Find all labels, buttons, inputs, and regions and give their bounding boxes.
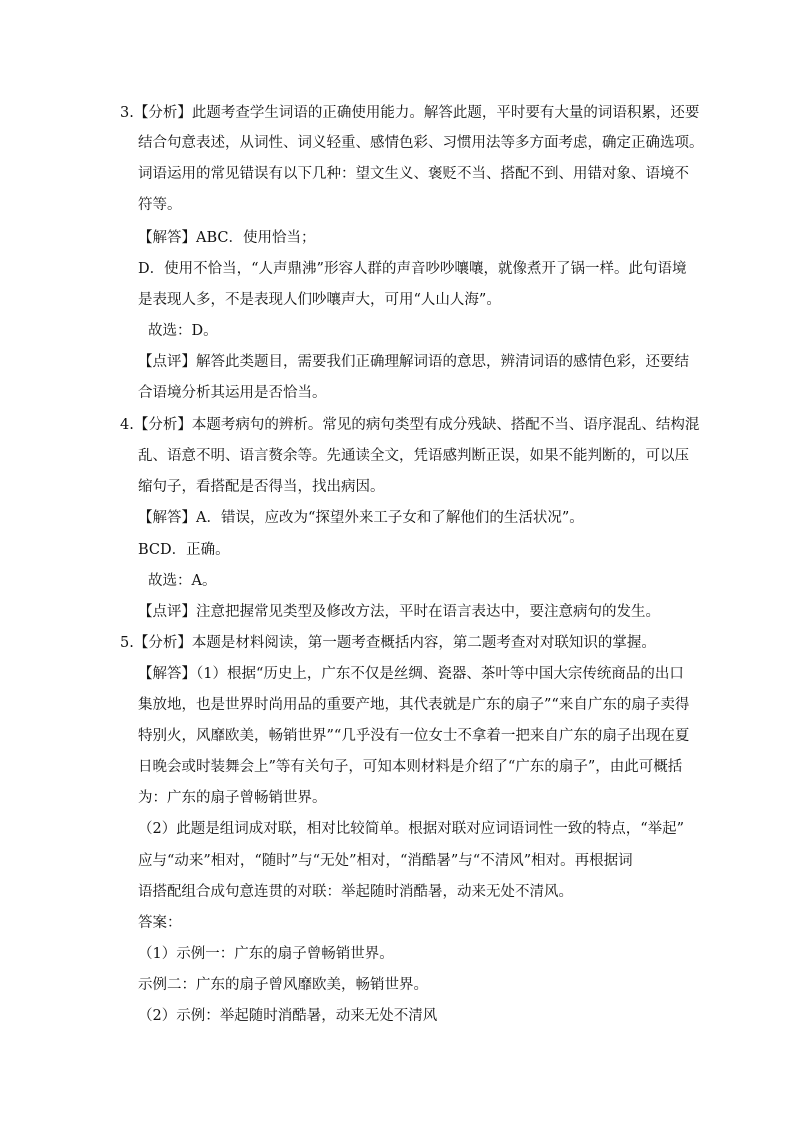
- q3-number: 3.: [120, 105, 134, 121]
- q4-answer-text-1: A．错误，应改为“探望外来工子女和了解他们的生活状况”。: [196, 510, 584, 526]
- q3-analysis-line-2: 结合句意表述，从词性、词义轻重、感情色彩、习惯用法等多方面考虑，确定正确选项。: [138, 135, 704, 151]
- q5-answer-line-6: （2）此题是组词成对联，相对比较简单。根据对联对应词语词性一致的特点，“举起”: [138, 821, 685, 837]
- q5-analysis-line-1: [120, 633, 656, 653]
- q4-answer-line-3: 故选：A。: [148, 573, 217, 589]
- q4-answer-line-1: [138, 508, 584, 528]
- q5-analysis-tag: 【分析】: [133, 635, 192, 651]
- q3-analysis-text-1: 此题考查学生词语的正确使用能力。解答此题，平时要有大量的词语积累，还要: [191, 105, 700, 121]
- q5-answer-text-1: （1）根据“历史上，广东不仅是丝绸、瓷器、茶叶等中国大宗传统商品的出口: [196, 666, 684, 682]
- q4-analysis-line-2: 乱、语意不明、语言赘余等。先通读全文，凭语感判断正误，如果不能判断的，可以压: [138, 448, 689, 464]
- q3-answer-text-1: ABC．使用恰当；: [196, 230, 316, 246]
- q5-answer-line-4: 日晚会或时装舞会上”等有关句子，可知本则材料是介绍了“广东的扇子”，由此可概括: [138, 759, 683, 775]
- q5-analysis-text-1: 本题是材料阅读，第一题考查概括内容，第二题考查对对联知识的掌握。: [191, 635, 656, 651]
- q5-key-line-1: （1）示例一：广东的扇子曾畅销世界。: [138, 946, 394, 962]
- q3-review-text-1: 解答此类题目，需要我们正确理解词语的意思，辨清词语的感情色彩，还要结: [196, 354, 689, 370]
- q4-analysis-line-1: [120, 415, 699, 435]
- q4-review-tag: 【点评】: [138, 604, 196, 620]
- q3-analysis-line-1: [120, 103, 699, 123]
- q4-answer-tag: 【解答】: [138, 510, 196, 526]
- q4-review-text-1: 注意把握常见类型及修改方法，平时在语言表达中，要注意病句的发生。: [196, 604, 660, 620]
- q5-key-line-2: 示例二：广东的扇子曾风靡欧美，畅销世界。: [138, 977, 428, 993]
- q4-analysis-line-3: 缩句子，看搭配是否得当，找出病因。: [138, 479, 385, 495]
- q3-review-tag: 【点评】: [138, 354, 196, 370]
- q5-answer-tag: 【解答】: [138, 666, 196, 682]
- q5-number: 5.: [120, 635, 134, 651]
- q3-answer-tag: 【解答】: [138, 230, 196, 246]
- q5-answer-line-8: 语搭配组合成句意连贯的对联：举起随时消酷暑，动来无处不清风。: [138, 884, 573, 900]
- q4-review-line-1: [138, 602, 660, 622]
- q3-answer-line-1: [138, 228, 316, 248]
- q3-answer-line-2: D．使用不恰当，“人声鼎沸”形容人群的声音吵吵嚷嚷，就像煮开了锅一样。此句语境: [138, 261, 687, 277]
- q5-key-line-3: （2）示例：举起随时消酷暑，动来无处不清风: [138, 1008, 438, 1024]
- q3-analysis-line-3: 词语运用的常见错误有以下几种：望文生义、褒贬不当、搭配不到、用错对象、语境不: [138, 166, 689, 182]
- q3-review-line-2: 合语境分析其运用是否恰当。: [138, 385, 327, 401]
- q5-answer-line-2: 集放地，也是世界时尚用品的重要产地，其代表就是广东的扇子”“来自广东的扇子卖得: [138, 697, 690, 713]
- q4-analysis-tag: 【分析】: [133, 417, 192, 433]
- q3-analysis-tag: 【分析】: [133, 105, 192, 121]
- q5-key-label: 答案：: [138, 915, 182, 931]
- q5-answer-line-1: [138, 664, 684, 684]
- q3-answer-line-3: 是表现人多，不是表现人们吵嚷声大，可用“人山人海”。: [138, 292, 501, 308]
- q5-answer-line-7: 应与“动来”相对，“随时”与“无处”相对，“消酷暑”与“不清风”相对。再根据词: [138, 853, 633, 869]
- q3-review-line-1: [138, 352, 689, 372]
- q3-answer-line-4: 故选：D。: [148, 323, 218, 339]
- q4-answer-line-2: BCD．正确。: [138, 542, 230, 558]
- q3-analysis-line-4: 符等。: [138, 197, 182, 213]
- q5-answer-line-5: 为：广东的扇子曾畅销世界。: [138, 790, 327, 806]
- q4-number: 4.: [120, 417, 134, 433]
- q4-analysis-text-1: 本题考病句的辨析。常见的病句类型有成分残缺、搭配不当、语序混乱、结构混: [191, 417, 700, 433]
- q5-answer-line-3: 特别火，风靡欧美，畅销世界”“几乎没有一位女士不拿着一把来自广东的扇子出现在夏: [138, 728, 690, 744]
